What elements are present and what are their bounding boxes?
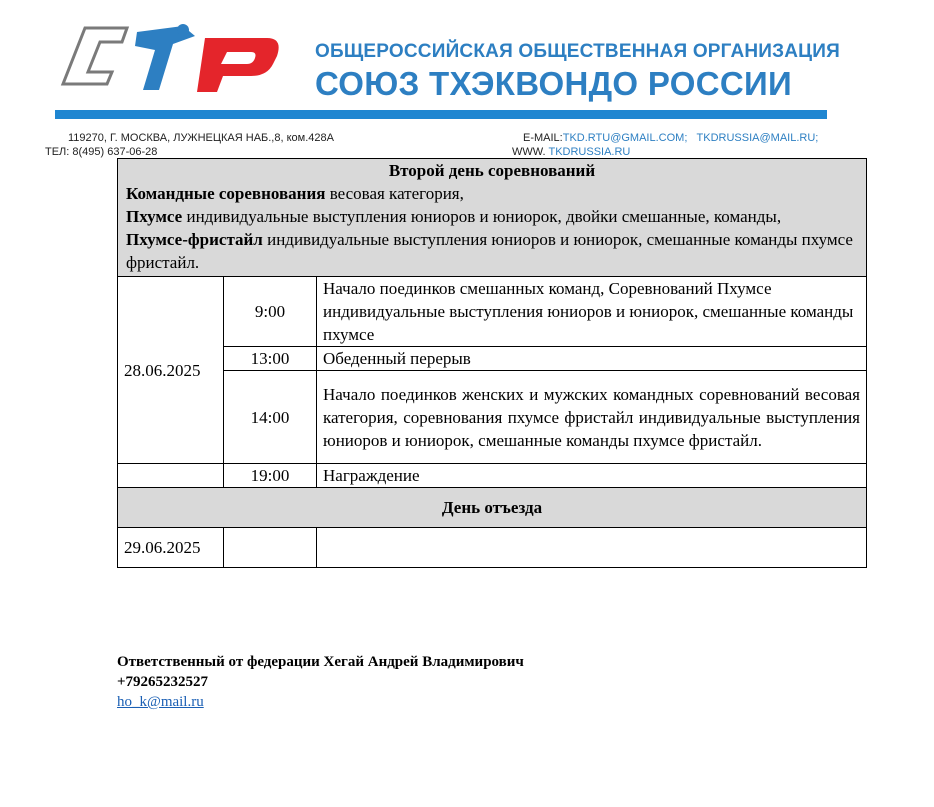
intro-line-2: Пхумсе индивидуальные выступления юниоров и юниорок, двойки смешанные, команды,	[126, 207, 782, 226]
email-link-2[interactable]: TKDRUSSIA@MAIL.RU;	[696, 132, 819, 144]
departure-title: День отъезда	[118, 488, 867, 528]
schedule-table	[117, 158, 867, 568]
email-contacts	[523, 132, 818, 144]
intro-line-1: Командные соревнования весовая категория,	[126, 184, 464, 203]
org-line2: СОЮЗ ТХЭКВОНДО РОССИИ	[315, 65, 793, 102]
event-cell: Начало поединков женских и мужских командных соревнований весовая категория, соревнования пхумсе фристайл индивидуальные выступления юниоров и юниорок, смешанные команды пхумсе фристайл.	[317, 371, 867, 464]
www-label: WWW.	[512, 146, 546, 158]
website-link[interactable]: TKDRUSSIA.RU	[548, 146, 631, 158]
phone: ТЕЛ: 8(495) 637-06-28	[45, 146, 158, 158]
intro-line-3: Пхумсе-фристайл индивидуальные выступления юниоров и юниорок, смешанные команды пхумсе фристайл.	[126, 230, 853, 272]
time-cell: 14:00	[224, 371, 317, 464]
empty-date-cell	[118, 464, 224, 488]
responsible-email-link[interactable]: ho_k@mail.ru	[117, 694, 204, 710]
website	[512, 146, 630, 158]
responsible-person: Ответственный от федерации Хегай Андрей Владимирович	[117, 654, 524, 670]
event-cell: Начало поединков смешанных команд, Соревнований Пхумсе индивидуальные выступления юниоров и юниорок, смешанные команды пхумсе	[317, 277, 867, 347]
time-cell: 19:00	[224, 464, 317, 488]
time-cell: 9:00	[224, 277, 317, 347]
responsible-contact	[117, 652, 524, 712]
day-title: Второй день соревнований	[388, 161, 596, 180]
date-cell: 28.06.2025	[118, 277, 224, 464]
event-cell: Обеденный перерыв	[317, 347, 867, 371]
event-cell: Награждение	[317, 464, 867, 488]
org-line1: ОБЩЕРОССИЙСКАЯ ОБЩЕСТВЕННАЯ ОРГАНИЗАЦИЯ	[315, 41, 840, 62]
responsible-phone: +79265232527	[117, 674, 209, 690]
organization-name	[315, 40, 840, 104]
address: 119270, Г. МОСКВА, ЛУЖНЕЦКАЯ НАБ.,8, ком.428А	[68, 132, 334, 144]
str-logo	[55, 22, 285, 100]
empty-cell	[224, 528, 317, 568]
time-cell: 13:00	[224, 347, 317, 371]
empty-cell	[317, 528, 867, 568]
day-header-cell	[118, 159, 867, 277]
email-link-1[interactable]: TKD.RTU@GMAIL.COM;	[562, 132, 688, 144]
departure-date-cell: 29.06.2025	[118, 528, 224, 568]
email-label: E-MAIL:	[523, 132, 563, 144]
header-divider	[55, 110, 827, 119]
